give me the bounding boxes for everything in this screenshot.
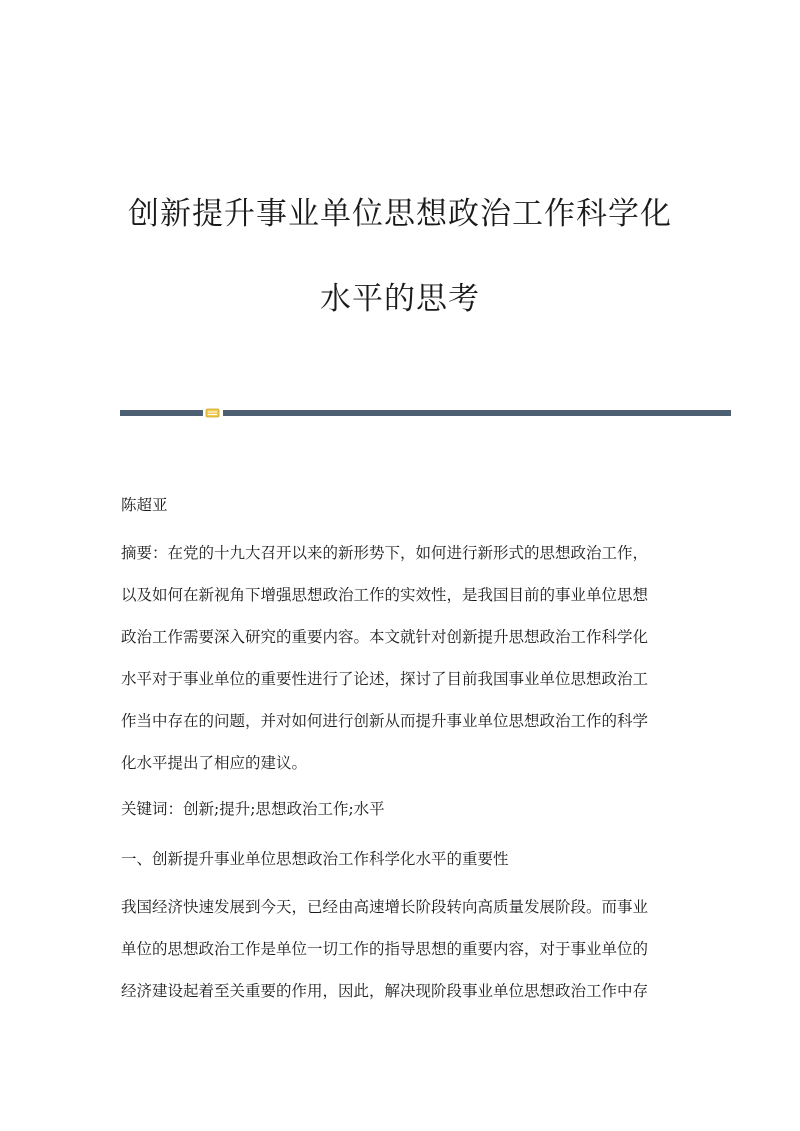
- document-title-line-2: 水平的思考: [320, 281, 480, 317]
- author-name: 陈超亚: [121, 496, 168, 514]
- body-line: 经济建设起着至关重要的作用，因此，解决现阶段事业单位思想政治工作中存: [121, 982, 649, 1000]
- abstract-line: 作当中存在的问题，并对如何进行创新从而提升事业单位思想政治工作的科学: [121, 712, 649, 730]
- abstract-line: 摘要：在党的十九大召开以来的新形势下，如何进行新形式的思想政治工作，: [121, 544, 649, 562]
- abstract-line: 化水平提出了相应的建议。: [121, 754, 308, 772]
- divider-bar-right: [223, 410, 731, 416]
- document-mark-icon: [205, 408, 220, 418]
- title-divider: [120, 410, 731, 416]
- abstract-line: 水平对于事业单位的重要性进行了论述，探讨了目前我国事业单位思想政治工: [121, 670, 649, 688]
- divider-bar-left: [120, 410, 203, 416]
- abstract-line: 政治工作需要深入研究的重要内容。本文就针对创新提升思想政治工作科学化: [121, 628, 649, 646]
- document-title-line-1: 创新提升事业单位思想政治工作科学化: [128, 196, 672, 232]
- body-line: 单位的思想政治工作是单位一切工作的指导思想的重要内容，对于事业单位的: [121, 940, 649, 958]
- section-heading: 一、创新提升事业单位思想政治工作科学化水平的重要性: [121, 850, 509, 868]
- body-line: 我国经济快速发展到今天，已经由高速增长阶段转向高质量发展阶段。而事业: [121, 898, 649, 916]
- keywords-line: 关键词：创新;提升;思想政治工作;水平: [121, 800, 385, 818]
- abstract-line: 以及如何在新视角下增强思想政治工作的实效性，是我国目前的事业单位思想: [121, 586, 649, 604]
